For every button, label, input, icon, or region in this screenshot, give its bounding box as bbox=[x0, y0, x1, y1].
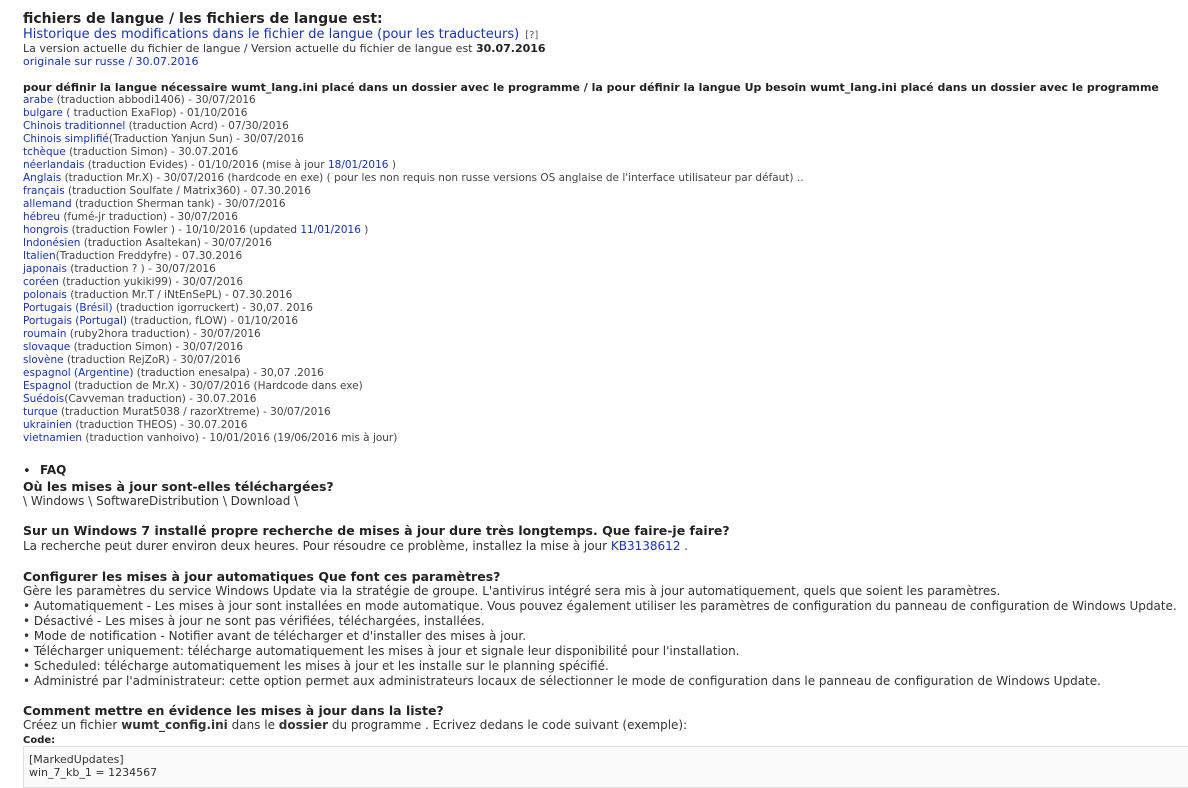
language-item bbox=[23, 302, 804, 315]
language-item bbox=[23, 432, 804, 445]
language-item bbox=[23, 406, 804, 419]
history-line bbox=[23, 27, 538, 42]
language-detail: (Traduction Freddyfre) - 07.30.2016 bbox=[55, 250, 243, 262]
faq-answer-slow-search-tail: . bbox=[680, 539, 689, 553]
code-label: Code: bbox=[23, 735, 56, 746]
language-list bbox=[23, 94, 804, 445]
auto-update-option: • Télécharger uniquement: télécharge automatiquement les mises à jour et signale leur disponibilité pour l'installation. bbox=[23, 644, 740, 658]
faq-heading: FAQ bbox=[40, 463, 67, 477]
language-link[interactable]: allemand bbox=[23, 198, 72, 210]
history-link[interactable]: Historique des modifications dans le fichier de langue (pour les traducteurs) bbox=[23, 27, 520, 42]
kb3138612-link[interactable]: KB3138612 bbox=[610, 539, 681, 553]
language-detail: (traduction Asaltekan) - 30/07/2016 bbox=[80, 237, 272, 249]
language-item bbox=[23, 237, 804, 250]
language-link[interactable]: hébreu bbox=[23, 211, 60, 223]
auto-update-option: • Scheduled: télécharge automatiquement les mises à jour et les installe sur le planning spécifié. bbox=[23, 659, 609, 673]
language-link[interactable]: Indonésien bbox=[23, 237, 81, 249]
language-item bbox=[23, 224, 804, 237]
language-item bbox=[23, 367, 804, 380]
folder-word: dossier bbox=[278, 718, 329, 732]
version-line bbox=[23, 42, 546, 55]
language-link[interactable]: coréen bbox=[23, 276, 59, 288]
language-detail: (traduction Fowler ) - 10/10/2016 (updated bbox=[68, 224, 301, 236]
help-badge[interactable]: [?] bbox=[525, 30, 539, 41]
language-link[interactable]: Suédois bbox=[23, 393, 65, 405]
faq-question-slow-search: Sur un Windows 7 installé propre recherche de mises à jour dure très longtemps. Que faire-je faire? bbox=[23, 523, 730, 538]
language-link[interactable]: japonais bbox=[23, 263, 67, 275]
language-link[interactable]: Portugais (Portugal) bbox=[23, 315, 127, 327]
language-item bbox=[23, 198, 804, 211]
language-detail: (traduction Mr.T / iNtEnSePL) - 07.30.2016 bbox=[66, 289, 293, 301]
language-detail-tail: ) bbox=[388, 159, 396, 171]
language-item bbox=[23, 146, 804, 159]
original-line bbox=[23, 55, 199, 68]
language-item bbox=[23, 354, 804, 367]
language-link[interactable]: Portugais (Brésil) bbox=[23, 302, 113, 314]
faq-question-download-location: Où les mises à jour sont-elles téléchargées? bbox=[23, 479, 334, 494]
language-link[interactable]: Espagnol bbox=[23, 380, 71, 392]
language-detail: (traduction THEOS) - 30.07.2016 bbox=[72, 419, 248, 431]
language-item bbox=[23, 94, 804, 107]
language-instruction: pour définir la langue nécessaire wumt_lang.ini placé dans un dossier avec le programme / la pour définir la langue Up besoin wumt_lang.ini placé dans un dossier avec le programme bbox=[23, 81, 1159, 94]
language-detail: (traduction abbodi1406) - 30/07/2016 bbox=[53, 94, 256, 106]
language-item bbox=[23, 380, 804, 393]
language-item bbox=[23, 159, 804, 172]
update-date-link[interactable]: 11/01/2016 bbox=[300, 224, 361, 236]
version-date: 30.07.2016 bbox=[476, 42, 546, 55]
language-detail: (Traduction Yanjun Sun) - 30/07/2016 bbox=[108, 133, 304, 145]
language-link[interactable]: arabe bbox=[23, 94, 54, 106]
language-detail: (traduction Mr.X) - 30/07/2016 (hardcode en exe) ( pour les non requis non russe versions OS anglaise de l'interface utilisateur par défaut) .. bbox=[61, 172, 804, 184]
language-detail: (ruby2hora traduction) - 30/07/2016 bbox=[66, 328, 261, 340]
language-detail: (traduction Acrd) - 07/30/2016 bbox=[125, 120, 289, 132]
language-item bbox=[23, 315, 804, 328]
language-detail: (traduction Evides) - 01/10/2016 (mise à jour bbox=[84, 159, 328, 171]
language-detail: (traduction enesalpa) - 30,07 .2016 bbox=[133, 367, 324, 379]
language-item bbox=[23, 263, 804, 276]
auto-update-option: • Désactivé - Les mises à jour ne sont pas vérifiées, téléchargées, installées. bbox=[23, 614, 485, 628]
faq-answer-slow-search-text: La recherche peut durer environ deux heures. Pour résoudre ce problème, installez la mise à jour bbox=[23, 539, 611, 553]
faq-question-highlight: Comment mettre en évidence les mises à jour dans la liste? bbox=[23, 703, 444, 718]
language-detail: (traduction RejZoR) - 30/07/2016 bbox=[63, 354, 241, 366]
auto-update-option: • Mode de notification - Notifier avant de télécharger et d'installer des mises à jour. bbox=[23, 629, 527, 643]
language-item bbox=[23, 250, 804, 263]
language-item bbox=[23, 419, 804, 432]
language-detail: (traduction Soulfate / Matrix360) - 07.30.2016 bbox=[64, 185, 311, 197]
language-item bbox=[23, 393, 804, 406]
language-link[interactable]: turque bbox=[23, 406, 58, 418]
faq-answer-highlight bbox=[23, 718, 687, 732]
language-link[interactable]: hongrois bbox=[23, 224, 69, 236]
language-item bbox=[23, 341, 804, 354]
faq-answer-slow-search bbox=[23, 539, 688, 553]
language-link[interactable]: slovaque bbox=[23, 341, 71, 353]
highlight-text-mid: dans le bbox=[227, 718, 279, 732]
language-link[interactable]: slovène bbox=[23, 354, 64, 366]
language-item bbox=[23, 133, 804, 146]
language-detail: (traduction Simon) - 30.07.2016 bbox=[65, 146, 239, 158]
language-detail: (fumé-jr traduction) - 30/07/2016 bbox=[59, 211, 238, 223]
version-text: La version actuelle du fichier de langue / Version actuelle du fichier de langue est bbox=[23, 42, 473, 55]
update-date-link[interactable]: 18/01/2016 bbox=[327, 159, 389, 171]
language-link[interactable]: français bbox=[23, 185, 65, 197]
language-item bbox=[23, 120, 804, 133]
language-item bbox=[23, 328, 804, 341]
language-item bbox=[23, 276, 804, 289]
code-block[interactable] bbox=[23, 746, 1188, 788]
language-link[interactable]: ukrainien bbox=[23, 419, 73, 431]
language-link[interactable]: tchèque bbox=[23, 146, 66, 158]
language-link[interactable]: polonais bbox=[23, 289, 67, 301]
language-link[interactable]: bulgare bbox=[23, 107, 63, 119]
highlight-text-pre: Créez un fichier bbox=[23, 718, 122, 732]
language-link[interactable]: Italien bbox=[23, 250, 56, 262]
original-russian-link[interactable]: originale sur russe / 30.07.2016 bbox=[23, 55, 199, 68]
language-detail: (traduction yukiki99) - 30/07/2016 bbox=[58, 276, 244, 288]
language-item bbox=[23, 185, 804, 198]
language-item bbox=[23, 289, 804, 302]
language-detail-tail: ) bbox=[360, 224, 369, 236]
auto-update-option: • Administré par l'administrateur: cette option permet aux administrateurs locaux de sélectionner le mode de configuration dans le panneau de configuration de Windows Update. bbox=[23, 674, 1101, 688]
faq-bullet: • bbox=[23, 464, 31, 479]
auto-update-option: • Automatiquement - Les mises à jour sont installées en mode automatique. Vous pouvez également utiliser les paramètres de configuration du panneau de configuration de Windows Update. bbox=[23, 599, 1177, 613]
language-detail: (traduction Sherman tank) - 30/07/2016 bbox=[71, 198, 286, 210]
language-link[interactable]: roumain bbox=[23, 328, 67, 340]
language-detail: ( traduction ExaFlop) - 01/10/2016 bbox=[62, 107, 248, 119]
language-detail: (traduction Simon) - 30/07/2016 bbox=[70, 341, 244, 353]
language-item bbox=[23, 107, 804, 120]
language-detail: (traduction de Mr.X) - 30/07/2016 (Hardcode dans exe) bbox=[70, 380, 363, 392]
language-detail: (traduction, fLOW) - 01/10/2016 bbox=[126, 315, 299, 327]
faq-answer-download-location: \ Windows \ SoftwareDistribution \ Download \ bbox=[23, 494, 299, 508]
faq-question-auto-update: Configurer les mises à jour automatiques Que font ces paramètres? bbox=[23, 569, 501, 584]
language-detail: (traduction vanhoivo) - 10/01/2016 (19/06/2016 mis à jour) bbox=[82, 432, 398, 444]
language-link[interactable]: Anglais bbox=[23, 172, 62, 184]
auto-update-description: Gère les paramètres du service Windows Update via la stratégie de groupe. L'antivirus intégré sera mis à jour automatiquement, quels que soient les paramètres. bbox=[23, 584, 1001, 598]
code-line: win_7_kb_1 = 1234567 bbox=[29, 766, 158, 779]
highlight-text-post: du programme . Ecrivez dedans le code suivant (exemple): bbox=[328, 718, 688, 732]
language-link[interactable]: Chinois simplifié bbox=[23, 133, 109, 145]
language-item bbox=[23, 172, 804, 185]
language-link[interactable]: néerlandais bbox=[23, 159, 85, 171]
language-detail: (traduction Murat5038 / razorXtreme) - 30/07/2016 bbox=[57, 406, 331, 418]
page-title: fichiers de langue / les fichiers de langue est: bbox=[23, 11, 383, 27]
language-link[interactable]: Chinois traditionnel bbox=[23, 120, 126, 132]
language-item bbox=[23, 211, 804, 224]
config-filename: wumt_config.ini bbox=[121, 718, 228, 732]
language-link[interactable]: vietnamien bbox=[23, 432, 83, 444]
code-line: [MarkedUpdates] bbox=[29, 753, 124, 766]
language-link[interactable]: espagnol (Argentine) bbox=[23, 367, 134, 379]
language-detail: (traduction ? ) - 30/07/2016 bbox=[66, 263, 216, 275]
language-detail: (Cavveman traduction) - 30.07.2016 bbox=[64, 393, 257, 405]
language-detail: (traduction igorruckert) - 30,07. 2016 bbox=[112, 302, 313, 314]
